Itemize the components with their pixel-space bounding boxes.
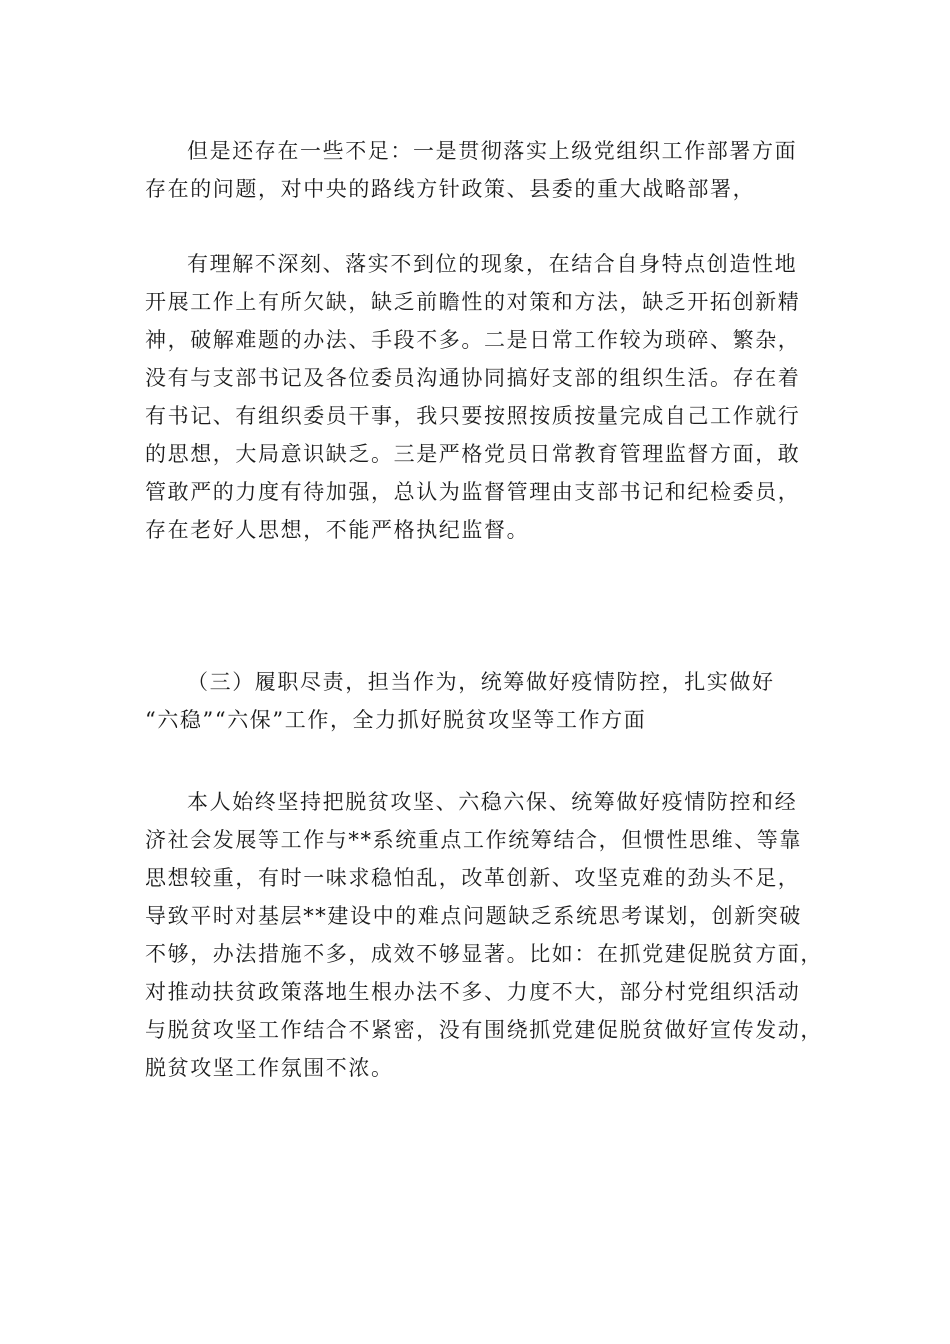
text-line: 有书记、有组织委员干事，我只要按照按质按量完成自己工作就行: [145, 404, 801, 428]
text-line: 管敢严的力度有待加强，总认为监督管理由支部书记和纪检委员，: [145, 480, 801, 504]
paragraph-poverty-alleviation: [145, 783, 823, 1087]
text-line: 本人始终坚持把脱贫攻坚、六稳六保、统筹做好疫情防控和经: [187, 790, 798, 814]
text-line: 导致平时对基层**建设中的难点问题缺乏系统思考谋划，创新突破: [145, 904, 802, 928]
text-line: 脱贫攻坚工作氛围不浓。: [145, 1056, 394, 1080]
section-heading-three: [145, 663, 810, 739]
text-line: 与脱贫攻坚工作结合不紧密，没有围绕抓党建促脱贫做好宣传发动，: [145, 1018, 823, 1042]
text-line: 但是还存在一些不足：一是贯彻落实上级党组织工作部署方面: [187, 139, 798, 163]
text-line: 济社会发展等工作与**系统重点工作统筹结合，但惯性思维、等靠: [145, 828, 802, 852]
text-line: 有理解不深刻、落实不到位的现象，在结合自身特点创造性地: [187, 252, 798, 276]
text-line: 没有与支部书记及各位委员沟通协同搞好支部的组织生活。存在着: [145, 366, 801, 390]
paragraph-shortcomings-detail: [145, 245, 810, 549]
text-line: 开展工作上有所欠缺，缺乏前瞻性的对策和方法，缺乏开拓创新精: [145, 290, 801, 314]
text-line: 神，破解难题的办法、手段不多。二是日常工作较为琐碎、繁杂，: [145, 328, 801, 352]
paragraph-shortcomings-intro: [145, 132, 810, 208]
text-line: 思想较重，有时一味求稳怕乱，改革创新、攻坚克难的劲头不足，: [145, 866, 801, 890]
text-line: （三）履职尽责，担当作为，统筹做好疫情防控，扎实做好: [187, 670, 775, 694]
text-line: 存在老好人思想，不能严格执纪监督。: [145, 518, 530, 542]
text-line: 不够，办法措施不多，成效不够显著。比如：在抓党建促脱贫方面，: [145, 942, 823, 966]
text-line: 的思想，大局意识缺乏。三是严格党员日常教育管理监督方面，敢: [145, 442, 801, 466]
text-line: 对推动扶贫政策落地生根办法不多、力度不大，部分村党组织活动: [145, 980, 801, 1004]
text-line: 存在的问题，对中央的路线方针政策、县委的重大战略部署，: [145, 177, 756, 201]
text-line: “六稳”“六保”工作，全力抓好脱贫攻坚等工作方面: [145, 708, 647, 732]
